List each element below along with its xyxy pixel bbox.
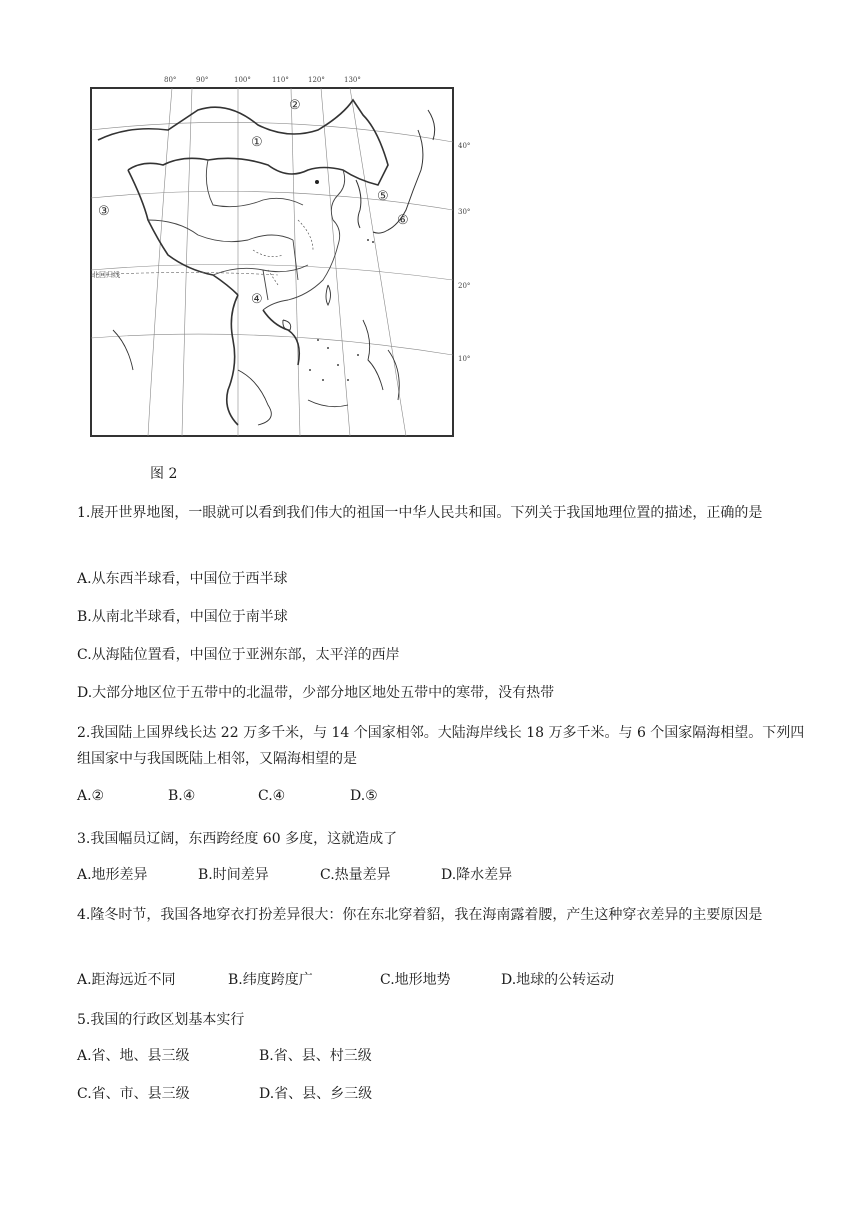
q2-option-a: A.② (77, 788, 105, 804)
lat-label: 40° (458, 142, 471, 150)
tropic-label: 北回归线 (92, 271, 120, 279)
figure-caption: 图 2 (150, 466, 178, 482)
lat-label: 30° (458, 208, 471, 216)
question-2-stem: 2.我国陆上国界线长达 22 万多千米，与 14 个国家相邻。大陆海岸线长 18 万多千米。与 6 个国家隔海相望。下列四组国家中与我国既陆上相邻，又隔海相望的是 (77, 725, 805, 767)
lon-label: 120° (308, 76, 325, 84)
q3-option-a: A.地形差异 (77, 867, 148, 883)
q1-option-d: D.大部分地区位于五带中的北温带，少部分地区地处五带中的寒带，没有热带 (77, 685, 555, 701)
marker-5: ⑤ (377, 189, 389, 204)
q1-option-c: C.从海陆位置看，中国位于亚洲东部，太平洋的西岸 (77, 647, 400, 663)
question-5-stem: 5.我国的行政区划基本实行 (77, 1012, 245, 1028)
q3-option-b: B.时间差异 (198, 867, 269, 883)
map-drawing (88, 70, 471, 442)
marker-2: ② (289, 98, 301, 113)
question-4-stem: 4.隆冬时节，我国各地穿衣打扮差异很大：你在东北穿着貂，我在海南露着腰，产生这种穿衣差异的主要原因是 (77, 907, 763, 923)
q1-option-b: B.从南北半球看，中国位于南半球 (77, 609, 288, 625)
q2-option-c: C.④ (258, 788, 286, 804)
q1-option-a: A.从东西半球看，中国位于西半球 (77, 571, 288, 587)
lat-label: 20° (458, 282, 471, 290)
lon-label: 100° (234, 76, 251, 84)
lon-label: 110° (272, 76, 289, 84)
q3-option-c: C.热量差异 (320, 867, 391, 883)
lon-label: 90° (196, 76, 209, 84)
q5-option-c: C.省、市、县三级 (77, 1086, 190, 1102)
q5-option-d: D.省、县、乡三级 (259, 1086, 373, 1102)
asia-map-figure (88, 70, 471, 442)
q2-option-d: D.⑤ (350, 788, 378, 804)
q3-option-d: D.降水差异 (441, 867, 513, 883)
q4-option-b: B.纬度跨度广 (228, 972, 313, 988)
q4-option-a: A.距海远近不同 (77, 972, 176, 988)
marker-1: ① (251, 135, 263, 150)
lon-label: 130° (344, 76, 361, 84)
question-3-stem: 3.我国幅员辽阔，东西跨经度 60 多度，这就造成了 (77, 831, 398, 847)
q4-option-c: C.地形地势 (380, 972, 451, 988)
q5-option-a: A.省、地、县三级 (77, 1048, 190, 1064)
q4-option-d: D.地球的公转运动 (501, 972, 615, 988)
lon-label: 80° (164, 76, 177, 84)
marker-6: ⑥ (397, 213, 409, 228)
q2-option-b: B.④ (168, 788, 196, 804)
marker-3: ③ (98, 204, 110, 219)
marker-4: ④ (251, 292, 263, 307)
q5-option-b: B.省、县、村三级 (259, 1048, 372, 1064)
question-1-stem: 1.展开世界地图，一眼就可以看到我们伟大的祖国一中华人民共和国。下列关于我国地理位置的描述，正确的是 (77, 505, 763, 521)
lat-label: 10° (458, 355, 471, 363)
